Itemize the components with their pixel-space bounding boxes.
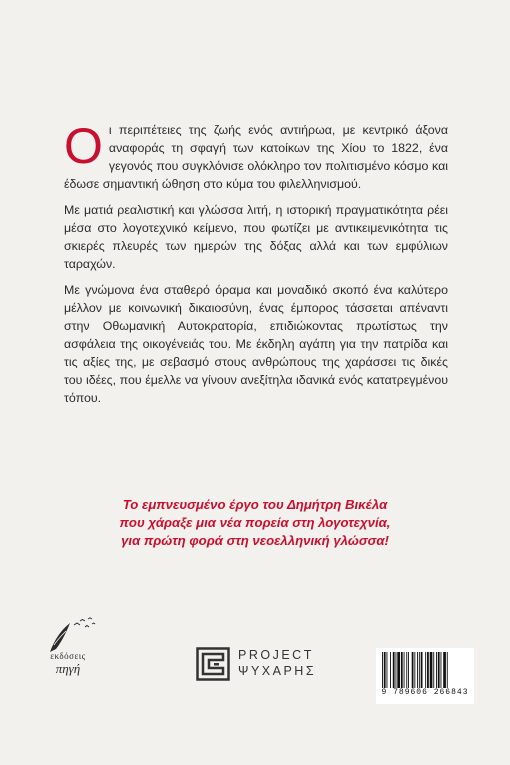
tagline-line: που χάραξε μια νέα πορεία στη λογοτεχνία, [119,515,391,530]
isbn-digits: 9 789606 266843 [381,688,469,697]
tagline-line: Το εμπνευσμένο έργο του Δημήτρη Βικέλα [122,497,388,512]
paragraph-text: ι περιπέτειες της ζωής ενός αντιήρωα, με κεντρικό άξονα αναφοράς τη σφαγή των κατοίκων της Χίου το 1822, ένα γεγονός που συγκλόνισε ολόκληρο τον πολιτισμένο κόσμο και έδωσε σημαντική ώθηση στο κύμα του φιλελληνισμού. [64,123,448,191]
drop-cap: Ο [64,118,103,174]
isbn-barcode [376,648,474,704]
barcode-bars [382,652,468,688]
publisher-logo [36,615,100,687]
publisher-name-line1: εκδόσεις [50,651,86,661]
feather-birds-icon [36,615,100,653]
tagline-line: για πρώτη φορά στη νεοελληνική γλώσσα! [121,533,389,548]
publisher-name-line2: πηγή [55,661,81,676]
project-line1: PROJECT [238,648,314,662]
blurb-paragraph-3: Με γνώμονα ένα σταθερό όραμα και μοναδικό σκοπό ένα καλύτερο μέλλον με κοινωνική δικαιοσύνη, ένας έμπορος τάσσεται απέναντι στην Οθωμανική Αυτοκρατορία, επιδιώκοντας πρωτίστως την ασφάλεια της οικογένειάς του. Με έκδηλη αγάπη για την πατρίδα και τις αξίες της, με σεβασμό στους ανθρώπους της χαράσσει τις δικές του ιδέες, που έμελλε να γίνουν ανεξίτηλα ιδανικά ενός κατατρεγμένου τόπου. [64,283,448,405]
meander-square-icon [196,647,230,681]
project-logo [196,647,336,683]
blurb-paragraph-2: Με ματιά ρεαλιστική και γλώσσα λιτή, η ιστορική πραγματικότητα ρέει μέσα στο λογοτεχνικό κείμενο, που φωτίζει με αντικειμενικότητα τις σκιερές πλευρές των ημερών της δόξας αλλά και των εμφύλιων ταραχών. [64,203,448,271]
blurb-text [64,118,448,415]
blurb-paragraph-1 [64,118,448,193]
tagline [40,496,470,550]
project-line2: ΨΥΧΑΡΗΣ [238,664,317,678]
